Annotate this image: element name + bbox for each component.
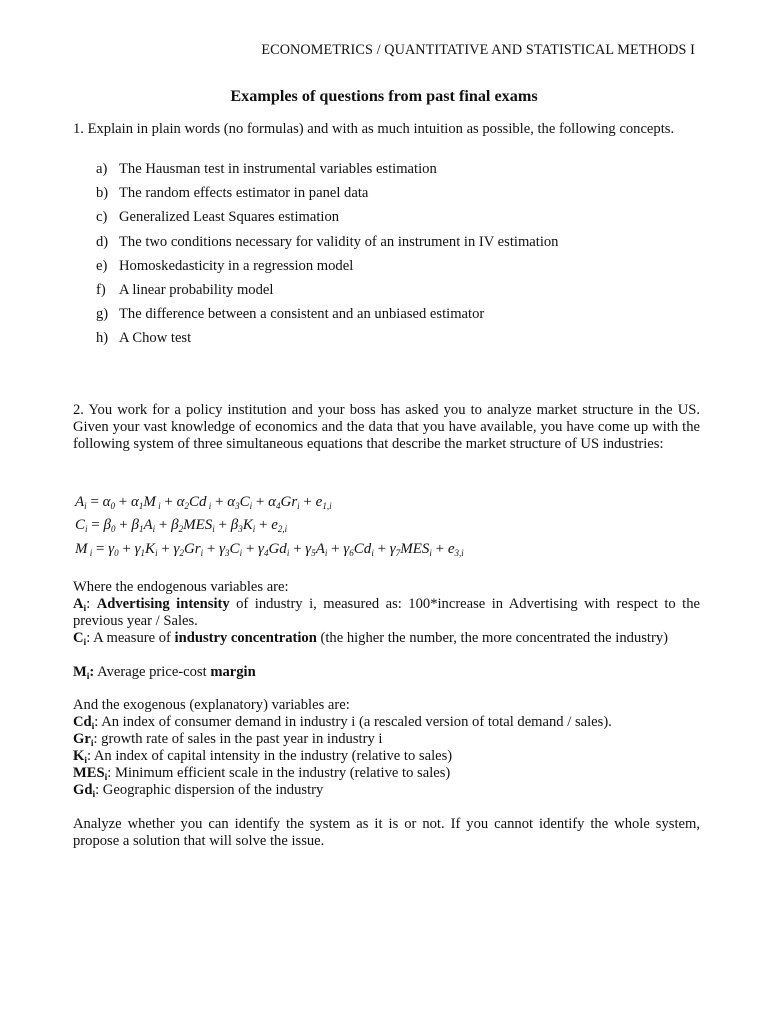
list-item: g) The difference between a consistent and an unbiased estimator bbox=[96, 306, 485, 323]
question-1-list bbox=[96, 161, 558, 355]
page-title: Examples of questions from past final exams bbox=[230, 87, 538, 105]
question-1-intro: 1. Explain in plain words (no formulas) and with as much intuition as possible, the following concepts. bbox=[73, 121, 675, 137]
course-header: ECONOMETRICS / QUANTITATIVE AND STATISTICAL METHODS I bbox=[261, 42, 695, 58]
list-item: d) The two conditions necessary for validity of an instrument in IV estimation bbox=[96, 233, 559, 250]
question-2-closing: Analyze whether you can identify the system as it is or not. If you cannot identify the whole system, propose a solution that will solve the issue. bbox=[73, 816, 700, 849]
list-item: e) Homoskedasticity in a regression model bbox=[96, 257, 354, 274]
definition-advertising: $A_i$: Advertising intensity of industry i, measured as: 100*increase in Advertising with respect to the previous year / Sales. bbox=[73, 596, 700, 629]
list-item: f) A linear probability model bbox=[96, 281, 274, 298]
list-item: a) The Hausman test in instrumental variables estimation bbox=[96, 161, 437, 177]
list-item: h) A Chow test bbox=[96, 330, 192, 347]
question-2-intro: 2. You work for a policy institution and your boss has asked you to analyze market structure in the US. Given your vast knowledge of economics and the data that you have available, you have come up with the following system of three simultaneous equations that describe the market structure of US industries: bbox=[73, 402, 700, 452]
definition-concentration: $C_i$: A measure of industry concentration (the higher the number, the more concentrated the industry) bbox=[73, 630, 669, 648]
list-item: c) Generalized Least Squares estimation bbox=[96, 209, 340, 226]
equation-advertising: $A_i = \alpha_0 + \alpha_1M$ $_i + \alpha_2Cd$ $_i + \alpha_3C_i + \alpha_4Gr_i + e_{1,i}$ bbox=[75, 494, 332, 511]
list-item: b) The random effects estimator in panel data bbox=[96, 185, 369, 202]
definition-margin: $M_i$: Average price-cost margin bbox=[73, 664, 256, 682]
equation-concentration: $C_i = \beta_0 + \beta_1A_i + \beta_2MES_i + \beta_3K_i + e_{2,i}$ bbox=[75, 517, 288, 534]
definition-growth-rate: $Gr_i$: growth rate of sales in the past year in industry i bbox=[73, 731, 383, 749]
definition-capital-intensity: $K_i$: An index of capital intensity in the industry (relative to sales) bbox=[73, 748, 453, 766]
definition-min-efficient-scale: $MES_i$: Minimum efficient scale in the industry (relative to sales) bbox=[73, 765, 451, 783]
definition-geographic-dispersion: $Gd_i$: Geographic dispersion of the industry bbox=[73, 782, 324, 800]
definition-consumer-demand: $Cd_i$: An index of consumer demand in industry i (a rescaled version of total demand / sales). bbox=[73, 714, 612, 732]
endogenous-intro: Where the endogenous variables are: bbox=[73, 579, 289, 595]
equation-margin: M $_i = \gamma_0 + \gamma_1K_i + \gamma_2Gr_i + \gamma_3C_i + \gamma_4Gd_i + \gamma_5A_i + \gamma_6Cd_i + \gamma_7MES_i + e_{3,i}$ bbox=[75, 541, 464, 558]
exogenous-intro: And the exogenous (explanatory) variables are: bbox=[73, 697, 350, 713]
